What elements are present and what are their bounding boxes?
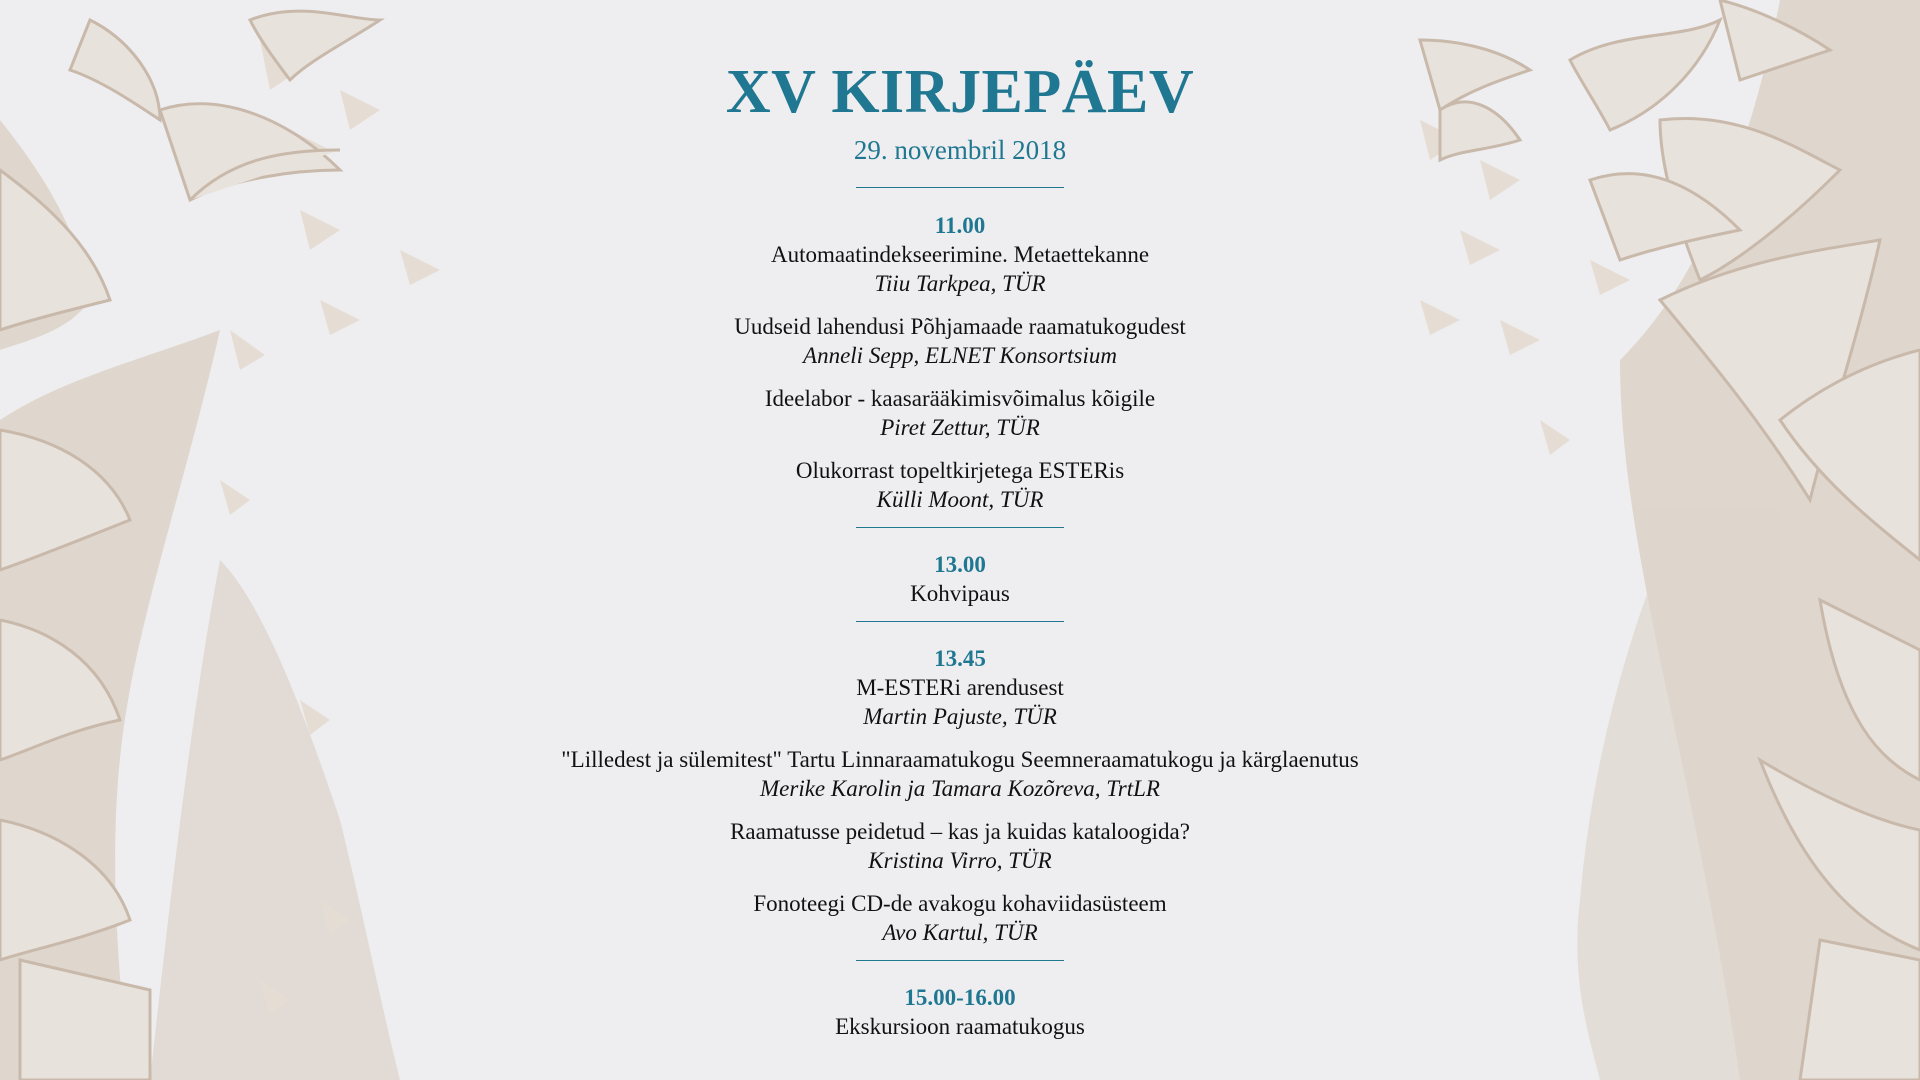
talk-title: Uudseid lahendusi Põhjamaade raamatukogudest — [734, 314, 1186, 339]
talk-item — [460, 456, 1460, 514]
talk-item — [460, 384, 1460, 442]
talk-title: Ideelabor - kaasarääkimisvõimalus kõigile — [764, 386, 1156, 411]
talk-speaker: Anneli Sepp, ELNET Konsortsium — [803, 343, 1117, 368]
session-block — [460, 644, 1460, 947]
talk-speaker: Piret Zettur, TÜR — [880, 415, 1040, 440]
divider — [856, 960, 1064, 961]
talk-title: Ekskursioon raamatukogus — [835, 1014, 1085, 1039]
session-block — [460, 211, 1460, 514]
talk-item — [460, 745, 1460, 803]
session-time: 13.00 — [934, 552, 986, 577]
talk-item — [460, 889, 1460, 947]
talk-item — [460, 673, 1460, 731]
talk-speaker: Tiiu Tarkpea, TÜR — [874, 271, 1046, 296]
program-content — [460, 52, 1460, 1041]
page-title: XV KIRJEPÄEV — [725, 58, 1195, 126]
talk-item — [460, 240, 1460, 298]
talk-speaker: Merike Karolin ja Tamara Kozõreva, TrtLR — [760, 776, 1160, 801]
divider — [856, 527, 1064, 528]
divider — [856, 187, 1064, 188]
talk-title: Automaatindekseerimine. Metaettekanne — [770, 242, 1150, 267]
talk-speaker: Martin Pajuste, TÜR — [863, 704, 1057, 729]
talk-title: Olukorrast topeltkirjetega ESTERis — [795, 458, 1125, 483]
session-block — [460, 983, 1460, 1041]
talk-title: Kohvipaus — [910, 581, 1010, 606]
talk-item — [460, 817, 1460, 875]
session-time: 13.45 — [934, 646, 986, 671]
talk-title: Raamatusse peidetud – kas ja kuidas kataloogida? — [730, 819, 1190, 844]
divider — [856, 621, 1064, 622]
talk-speaker: Kristina Virro, TÜR — [868, 848, 1052, 873]
session-time: 11.00 — [934, 213, 986, 238]
talk-title: "Lilledest ja sülemitest" Tartu Linnaraamatukogu Seemneraamatukogu ja kärglaenutus — [561, 747, 1359, 772]
talk-item — [460, 1012, 1460, 1041]
talk-title: M-ESTERi arendusest — [856, 675, 1064, 700]
talk-speaker: Avo Kartul, TÜR — [882, 920, 1038, 945]
talk-speaker: Külli Moont, TÜR — [876, 487, 1044, 512]
session-block — [460, 550, 1460, 608]
talk-title: Fonoteegi CD-de avakogu kohaviidasüsteem — [753, 891, 1167, 916]
talk-item — [460, 312, 1460, 370]
event-date: 29. novembril 2018 — [853, 135, 1067, 165]
session-time: 15.00-16.00 — [904, 985, 1016, 1010]
talk-item — [460, 579, 1460, 608]
